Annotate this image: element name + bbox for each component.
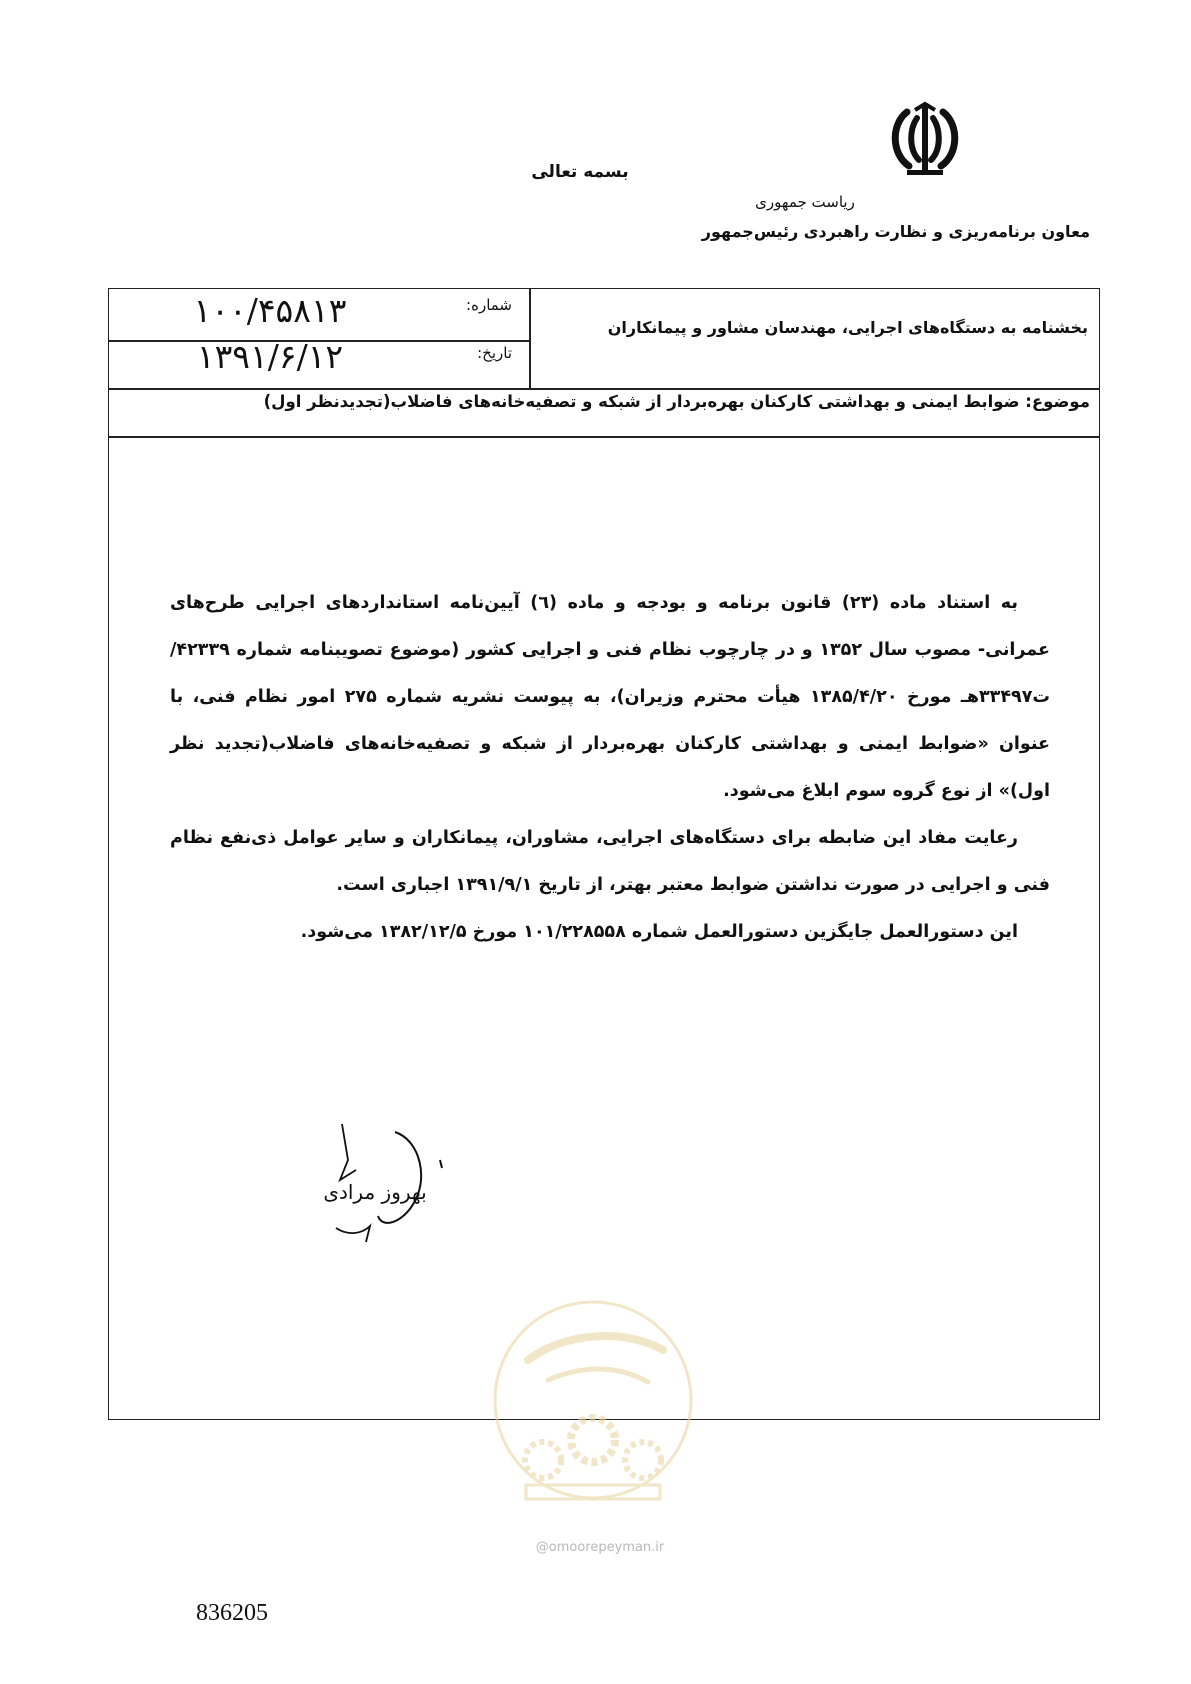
signatory-name: بهروز مرادی <box>323 1180 427 1204</box>
body-text-segment: به استناد ماده (۲۳) قانون برنامه و بودجه و ماده (٦) آیین‌نامه استانداردهای اجرایی طرح‌های عمرانی- مصوب سال ۱۳۵۲ و در چارچوب نظام فنی و اجرایی کشور (موضوع تصویبنامه شماره ۴۲۳۳۹/ت۳۳۴۹۷هـ مورخ ۱۳۸۵/۴/۲۰ هیأت محترم وزیران)، به پیوست نشریه شماره ۲۷۵ امور نظام فنی، با عنوان « <box>170 593 1050 754</box>
circular-recipient: بخشنامه به دستگاه‌های اجرایی، مهندسان مشاور و پیمانکاران <box>607 318 1088 337</box>
meta-bottom-divider <box>108 388 1100 390</box>
letter-body <box>170 580 1050 956</box>
document-id: 836205 <box>196 1600 268 1626</box>
publication-title: ضوابط ایمنی و بهداشتی کارکنان بهره‌بردار از شبکه و تصفیه‌خانه‌های فاضلاب(تجدید نظر اول) <box>170 734 1050 801</box>
body-paragraph: این دستورالعمل جایگزین دستورالعمل شماره ۱۰۱/۲۲۸۵۵۸ مورخ ۱۳۸۲/۱۲/۵ می‌شود. <box>300 922 1018 942</box>
subject-line: موضوع: ضوابط ایمنی و بهداشتی کارکنان بهره‌بردار از شبکه و تصفیه‌خانه‌های فاضلاب(تجدیدنظر اول) <box>263 392 1090 411</box>
number-value: ۱۰۰/۴۵۸۱۳ <box>193 291 347 330</box>
date-label: تاریخ: <box>477 344 512 362</box>
body-paragraph <box>170 580 1050 815</box>
date-value: ۱۳۹۱/۶/۱۲ <box>196 337 344 376</box>
omoorepeyman-seal-icon <box>488 1290 698 1520</box>
subject-bottom-divider <box>108 436 1100 438</box>
watermark-caption: @omoorepeyman.ir <box>535 1540 665 1555</box>
bismillah-heading: بسمه تعالی <box>531 162 629 182</box>
iran-emblem-icon <box>885 100 965 180</box>
number-label: شماره: <box>466 296 512 314</box>
body-text-segment: » از نوع گروه سوم ابلاغ می‌شود. <box>723 781 1010 801</box>
body-paragraph: رعایت مفاد این ضابطه برای دستگاه‌های اجرایی، مشاوران، پیمانکاران و سایر عوامل ذی‌نفع نظام فنی و اجرایی در صورت نداشتن ضوابط معتبر بهتر، از تاریخ ۱۳۹۱/۹/۱ اجباری است. <box>170 828 1050 895</box>
presidency-title: ریاست جمهوری <box>755 193 855 211</box>
deputy-title: معاون برنامه‌ریزی و نظارت راهبردی رئیس‌جمهور <box>701 222 1090 241</box>
meta-column-divider <box>529 288 531 388</box>
